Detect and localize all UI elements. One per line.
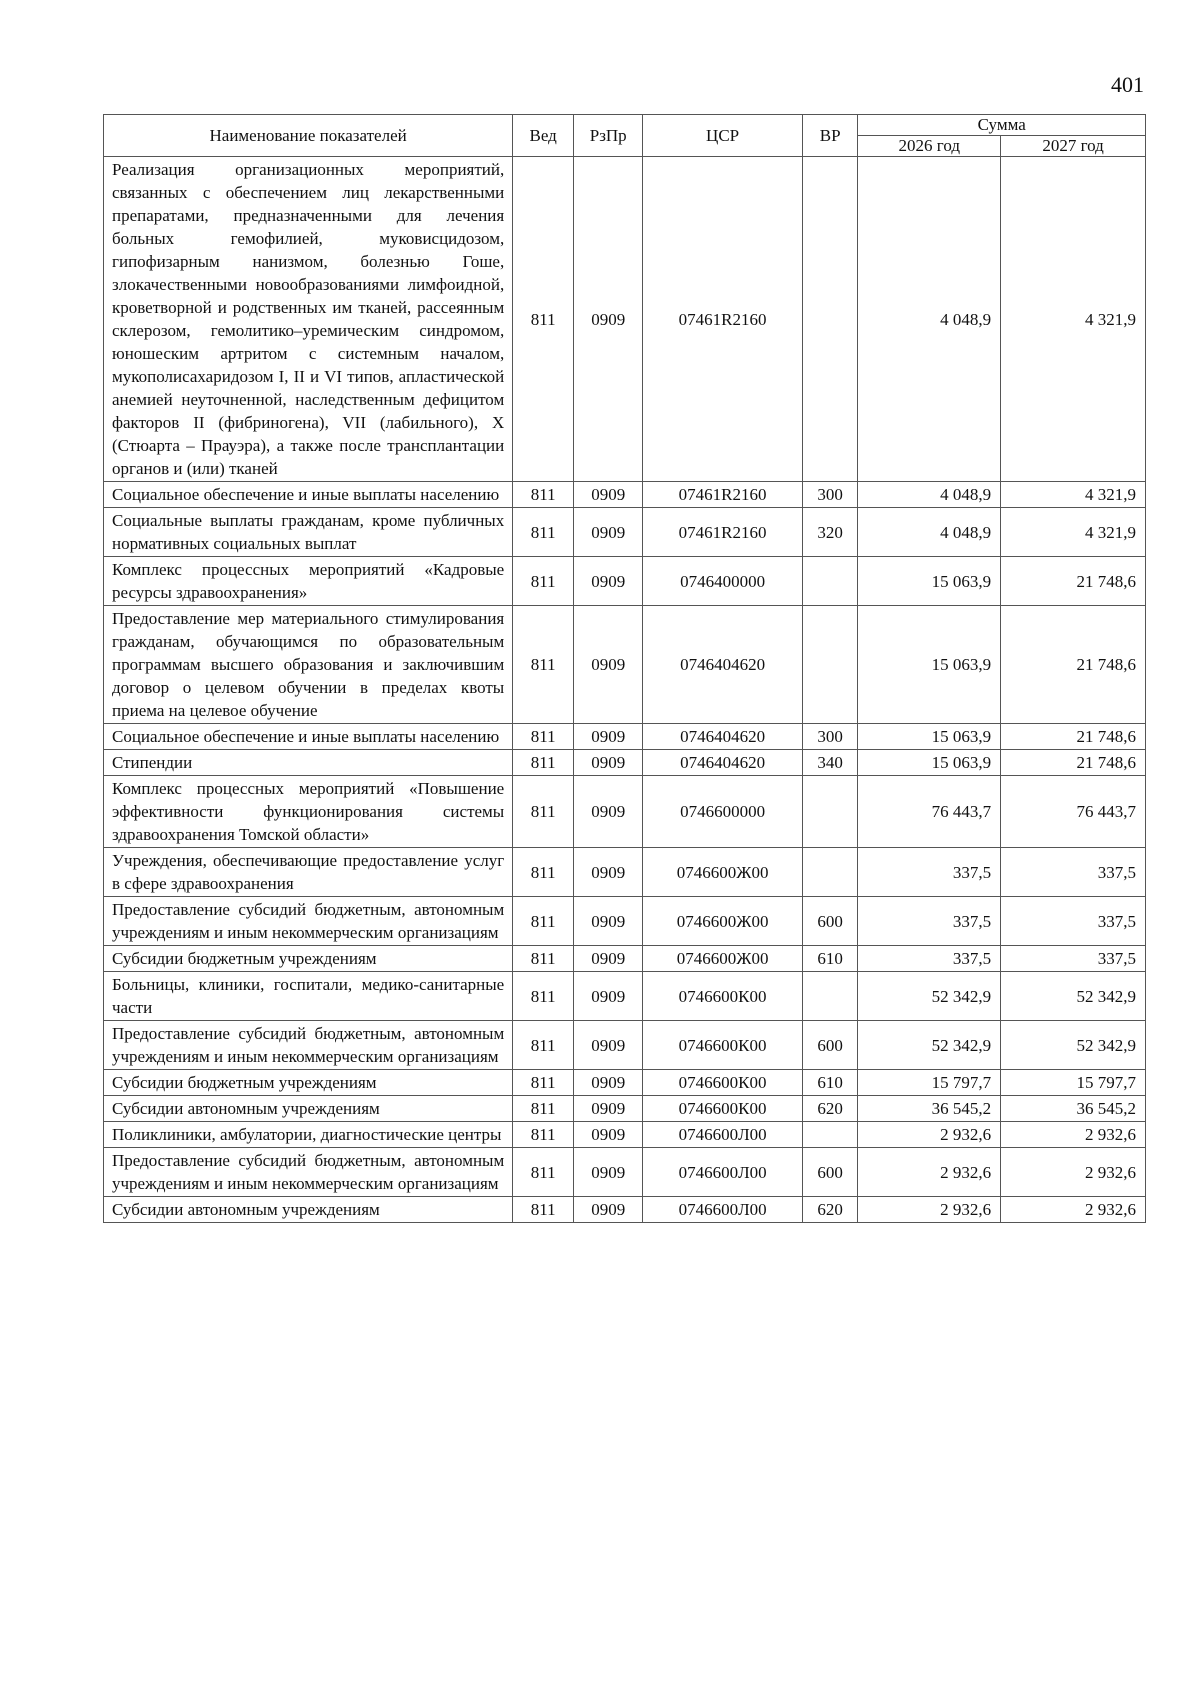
cell-y2026: 2 932,6 (858, 1122, 1001, 1148)
cell-vr: 610 (802, 946, 858, 972)
header-2027: 2027 год (1001, 136, 1146, 157)
page-number: 401 (1111, 72, 1144, 97)
table-row (104, 606, 1146, 724)
cell-name: Больницы, клиники, госпитали, медико-санитарные части (104, 972, 513, 1021)
cell-csr: 0746600К00 (643, 972, 802, 1021)
table-row (104, 1197, 1146, 1223)
cell-csr: 0746600К00 (643, 1096, 802, 1122)
table-row (104, 157, 1146, 482)
table-row (104, 972, 1146, 1021)
table-row (104, 482, 1146, 508)
cell-y2026: 337,5 (858, 897, 1001, 946)
cell-y2027: 337,5 (1001, 848, 1146, 897)
table-row (104, 724, 1146, 750)
cell-y2026: 52 342,9 (858, 1021, 1001, 1070)
cell-y2027: 337,5 (1001, 946, 1146, 972)
cell-vr: 320 (802, 508, 858, 557)
cell-vr: 600 (802, 1021, 858, 1070)
header-csr: ЦСР (643, 115, 802, 157)
cell-y2026: 4 048,9 (858, 157, 1001, 482)
cell-vr (802, 972, 858, 1021)
cell-csr: 0746404620 (643, 606, 802, 724)
cell-vr: 600 (802, 897, 858, 946)
cell-y2026: 2 932,6 (858, 1148, 1001, 1197)
cell-ved: 811 (513, 157, 574, 482)
cell-rzpr: 0909 (574, 776, 643, 848)
cell-y2026: 4 048,9 (858, 482, 1001, 508)
cell-y2027: 4 321,9 (1001, 157, 1146, 482)
table-header (104, 115, 1146, 157)
cell-csr: 0746600Л00 (643, 1122, 802, 1148)
cell-y2027: 15 797,7 (1001, 1070, 1146, 1096)
cell-csr: 0746404620 (643, 750, 802, 776)
cell-y2027: 76 443,7 (1001, 776, 1146, 848)
cell-rzpr: 0909 (574, 1197, 643, 1223)
table-row (104, 946, 1146, 972)
cell-ved: 811 (513, 946, 574, 972)
cell-name: Стипендии (104, 750, 513, 776)
cell-rzpr: 0909 (574, 1148, 643, 1197)
cell-name: Субсидии автономным учреждениям (104, 1197, 513, 1223)
cell-ved: 811 (513, 1197, 574, 1223)
cell-ved: 811 (513, 1021, 574, 1070)
cell-y2026: 76 443,7 (858, 776, 1001, 848)
cell-vr (802, 157, 858, 482)
cell-csr: 07461R2160 (643, 157, 802, 482)
cell-vr: 610 (802, 1070, 858, 1096)
header-rzpr: РзПр (574, 115, 643, 157)
cell-y2026: 15 797,7 (858, 1070, 1001, 1096)
cell-y2026: 2 932,6 (858, 1197, 1001, 1223)
cell-name: Реализация организационных мероприятий, связанных с обеспечением лиц лекарственными препаратами, предназначенными для лечения больных гемофилией, муковисцидозом, гипофизарным нанизмом, болезнью Гоше, злокачественными новообразованиями лимфоидной, кроветворной и родственных им тканей, рассеянным склерозом, гемолитико–уремическим синдромом, юношеским артритом с системным началом, мукополисахаридозом I, II и VI типов, апластической анемией неуточненной, наследственным дефицитом факторов II (фибриногена), VII (лабильного), X (Стюарта – Прауэра), а также после трансплантации органов и (или) тканей (104, 157, 513, 482)
header-vr: ВР (802, 115, 858, 157)
cell-y2026: 4 048,9 (858, 508, 1001, 557)
cell-name: Субсидии бюджетным учреждениям (104, 1070, 513, 1096)
cell-ved: 811 (513, 1148, 574, 1197)
table-row (104, 1070, 1146, 1096)
cell-rzpr: 0909 (574, 972, 643, 1021)
cell-y2027: 52 342,9 (1001, 1021, 1146, 1070)
cell-vr (802, 1122, 858, 1148)
cell-ved: 811 (513, 972, 574, 1021)
cell-rzpr: 0909 (574, 1096, 643, 1122)
cell-ved: 811 (513, 897, 574, 946)
cell-vr: 600 (802, 1148, 858, 1197)
table-row (104, 776, 1146, 848)
cell-y2026: 52 342,9 (858, 972, 1001, 1021)
cell-rzpr: 0909 (574, 1070, 643, 1096)
cell-y2027: 4 321,9 (1001, 482, 1146, 508)
cell-ved: 811 (513, 1122, 574, 1148)
cell-y2027: 2 932,6 (1001, 1122, 1146, 1148)
table-row (104, 897, 1146, 946)
cell-name: Социальное обеспечение и иные выплаты населению (104, 482, 513, 508)
cell-y2027: 2 932,6 (1001, 1197, 1146, 1223)
cell-ved: 811 (513, 848, 574, 897)
header-ved: Вед (513, 115, 574, 157)
cell-y2026: 337,5 (858, 848, 1001, 897)
cell-y2027: 2 932,6 (1001, 1148, 1146, 1197)
cell-vr: 620 (802, 1197, 858, 1223)
cell-csr: 0746600Л00 (643, 1197, 802, 1223)
cell-rzpr: 0909 (574, 897, 643, 946)
cell-name: Поликлиники, амбулатории, диагностические центры (104, 1122, 513, 1148)
cell-csr: 0746600Ж00 (643, 848, 802, 897)
cell-rzpr: 0909 (574, 482, 643, 508)
cell-rzpr: 0909 (574, 508, 643, 557)
table-row (104, 1021, 1146, 1070)
cell-ved: 811 (513, 724, 574, 750)
cell-vr (802, 557, 858, 606)
cell-rzpr: 0909 (574, 1122, 643, 1148)
cell-csr: 0746600Ж00 (643, 946, 802, 972)
cell-ved: 811 (513, 606, 574, 724)
cell-csr: 07461R2160 (643, 508, 802, 557)
table-body (104, 157, 1146, 1223)
cell-ved: 811 (513, 750, 574, 776)
cell-name: Субсидии бюджетным учреждениям (104, 946, 513, 972)
cell-name: Учреждения, обеспечивающие предоставление услуг в сфере здравоохранения (104, 848, 513, 897)
cell-vr (802, 776, 858, 848)
table-row (104, 848, 1146, 897)
cell-name: Субсидии автономным учреждениям (104, 1096, 513, 1122)
header-2026: 2026 год (858, 136, 1001, 157)
cell-vr (802, 848, 858, 897)
cell-y2027: 21 748,6 (1001, 557, 1146, 606)
cell-vr: 300 (802, 724, 858, 750)
cell-y2027: 36 545,2 (1001, 1096, 1146, 1122)
header-name: Наименование показателей (104, 115, 513, 157)
cell-rzpr: 0909 (574, 606, 643, 724)
cell-ved: 811 (513, 482, 574, 508)
cell-y2026: 36 545,2 (858, 1096, 1001, 1122)
cell-csr: 0746600К00 (643, 1070, 802, 1096)
table-row (104, 508, 1146, 557)
cell-y2026: 15 063,9 (858, 750, 1001, 776)
cell-name: Предоставление субсидий бюджетным, автономным учреждениям и иным некоммерческим организациям (104, 1148, 513, 1197)
cell-vr (802, 606, 858, 724)
cell-rzpr: 0909 (574, 946, 643, 972)
cell-csr: 07461R2160 (643, 482, 802, 508)
cell-ved: 811 (513, 1096, 574, 1122)
cell-rzpr: 0909 (574, 157, 643, 482)
cell-csr: 0746400000 (643, 557, 802, 606)
cell-csr: 0746600К00 (643, 1021, 802, 1070)
cell-y2026: 15 063,9 (858, 557, 1001, 606)
cell-vr: 300 (802, 482, 858, 508)
cell-csr: 0746600Л00 (643, 1148, 802, 1197)
cell-y2026: 15 063,9 (858, 606, 1001, 724)
cell-csr: 0746404620 (643, 724, 802, 750)
table-row (104, 557, 1146, 606)
cell-rzpr: 0909 (574, 750, 643, 776)
cell-y2027: 21 748,6 (1001, 750, 1146, 776)
cell-name: Социальное обеспечение и иные выплаты населению (104, 724, 513, 750)
cell-csr: 0746600000 (643, 776, 802, 848)
cell-y2026: 337,5 (858, 946, 1001, 972)
cell-ved: 811 (513, 1070, 574, 1096)
cell-ved: 811 (513, 508, 574, 557)
cell-ved: 811 (513, 557, 574, 606)
cell-y2027: 52 342,9 (1001, 972, 1146, 1021)
cell-y2027: 21 748,6 (1001, 606, 1146, 724)
cell-y2027: 337,5 (1001, 897, 1146, 946)
cell-rzpr: 0909 (574, 724, 643, 750)
cell-y2027: 21 748,6 (1001, 724, 1146, 750)
cell-name: Предоставление субсидий бюджетным, автономным учреждениям и иным некоммерческим организациям (104, 897, 513, 946)
cell-name: Комплекс процессных мероприятий «Кадровые ресурсы здравоохранения» (104, 557, 513, 606)
table-row (104, 1122, 1146, 1148)
cell-y2027: 4 321,9 (1001, 508, 1146, 557)
table-row (104, 1096, 1146, 1122)
cell-y2026: 15 063,9 (858, 724, 1001, 750)
budget-table (103, 114, 1146, 1223)
cell-name: Предоставление субсидий бюджетным, автономным учреждениям и иным некоммерческим организациям (104, 1021, 513, 1070)
cell-rzpr: 0909 (574, 848, 643, 897)
cell-name: Предоставление мер материального стимулирования гражданам, обучающимся по образовательным программам высшего образования и заключившим договор о целевом обучении в пределах квоты приема на целевое обучение (104, 606, 513, 724)
table-row (104, 1148, 1146, 1197)
cell-vr: 340 (802, 750, 858, 776)
cell-ved: 811 (513, 776, 574, 848)
cell-name: Социальные выплаты гражданам, кроме публичных нормативных социальных выплат (104, 508, 513, 557)
table-row (104, 750, 1146, 776)
cell-rzpr: 0909 (574, 557, 643, 606)
cell-rzpr: 0909 (574, 1021, 643, 1070)
header-sum: Сумма (858, 115, 1146, 136)
cell-csr: 0746600Ж00 (643, 897, 802, 946)
cell-vr: 620 (802, 1096, 858, 1122)
cell-name: Комплекс процессных мероприятий «Повышение эффективности функционирования системы здравоохранения Томской области» (104, 776, 513, 848)
